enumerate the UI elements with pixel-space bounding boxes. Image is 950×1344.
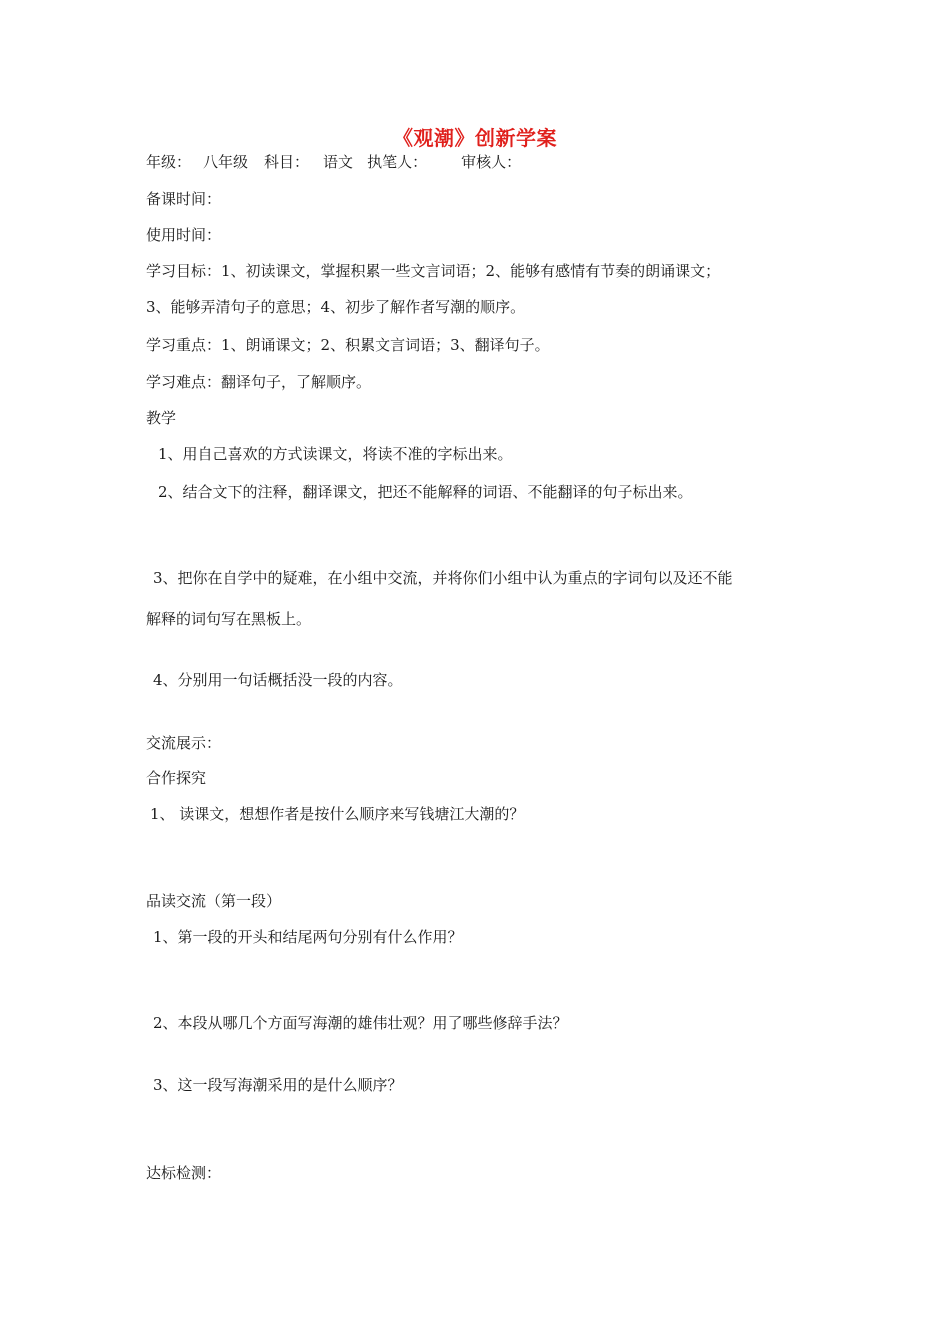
task-1: 1、用自己喜欢的方式读课文，将读不准的字标出来。 [158, 445, 513, 463]
grade-label: 年级： [146, 153, 192, 171]
key-points: 学习重点：1、朗诵课文；2、积累文言词语；3、翻译句子。 [146, 336, 550, 354]
task-2: 2、结合文下的注释，翻译课文，把还不能解释的词语、不能翻译的句子标出来。 [158, 483, 693, 501]
grade-value: 八年级 [203, 153, 249, 171]
task-3-line2: 解释的词句写在黑板上。 [146, 610, 312, 628]
learning-goals-line1: 学习目标：1、初读课文，掌握积累一些文言词语；2、能够有感情有节奏的朗诵课文； [146, 262, 721, 280]
difficulties: 学习难点：翻译句子，了解顺序。 [146, 373, 372, 391]
coop-question-1: 1、 读课文，想想作者是按什么顺序来写钱塘江大潮的？ [150, 805, 525, 823]
subject-value: 语文 [323, 153, 354, 171]
reading-question-2: 2、本段从哪几个方面写海潮的雄伟壮观？用了哪些修辞手法？ [153, 1014, 568, 1032]
learning-goals-line2: 3、能够弄清句子的意思；4、初步了解作者写潮的顺序。 [146, 298, 526, 316]
cooperate-heading: 合作探究 [146, 769, 207, 787]
author-label: 执笔人： [367, 153, 428, 171]
subject-label: 科目： [264, 153, 310, 171]
exchange-heading: 交流展示： [146, 734, 222, 752]
reading-question-3: 3、这一段写海潮采用的是什么顺序？ [153, 1076, 403, 1094]
assessment-heading: 达标检测： [146, 1164, 222, 1182]
reading-question-1: 1、第一段的开头和结尾两句分别有什么作用？ [153, 928, 463, 946]
document-title: 《观潮》创新学案 [393, 126, 557, 150]
teaching-heading: 教学 [146, 409, 177, 427]
task-4: 4、分别用一句话概括没一段的内容。 [153, 671, 403, 689]
reading-section-heading: 品读交流（第一段） [146, 892, 282, 910]
use-time: 使用时间： [146, 226, 222, 244]
task-3-line1: 3、把你在自学中的疑难，在小组中交流，并将你们小组中认为重点的字词句以及还不能 [153, 569, 733, 587]
prep-time: 备课时间： [146, 190, 222, 208]
meta-line [146, 152, 521, 172]
reviewer-label: 审核人： [461, 153, 522, 171]
